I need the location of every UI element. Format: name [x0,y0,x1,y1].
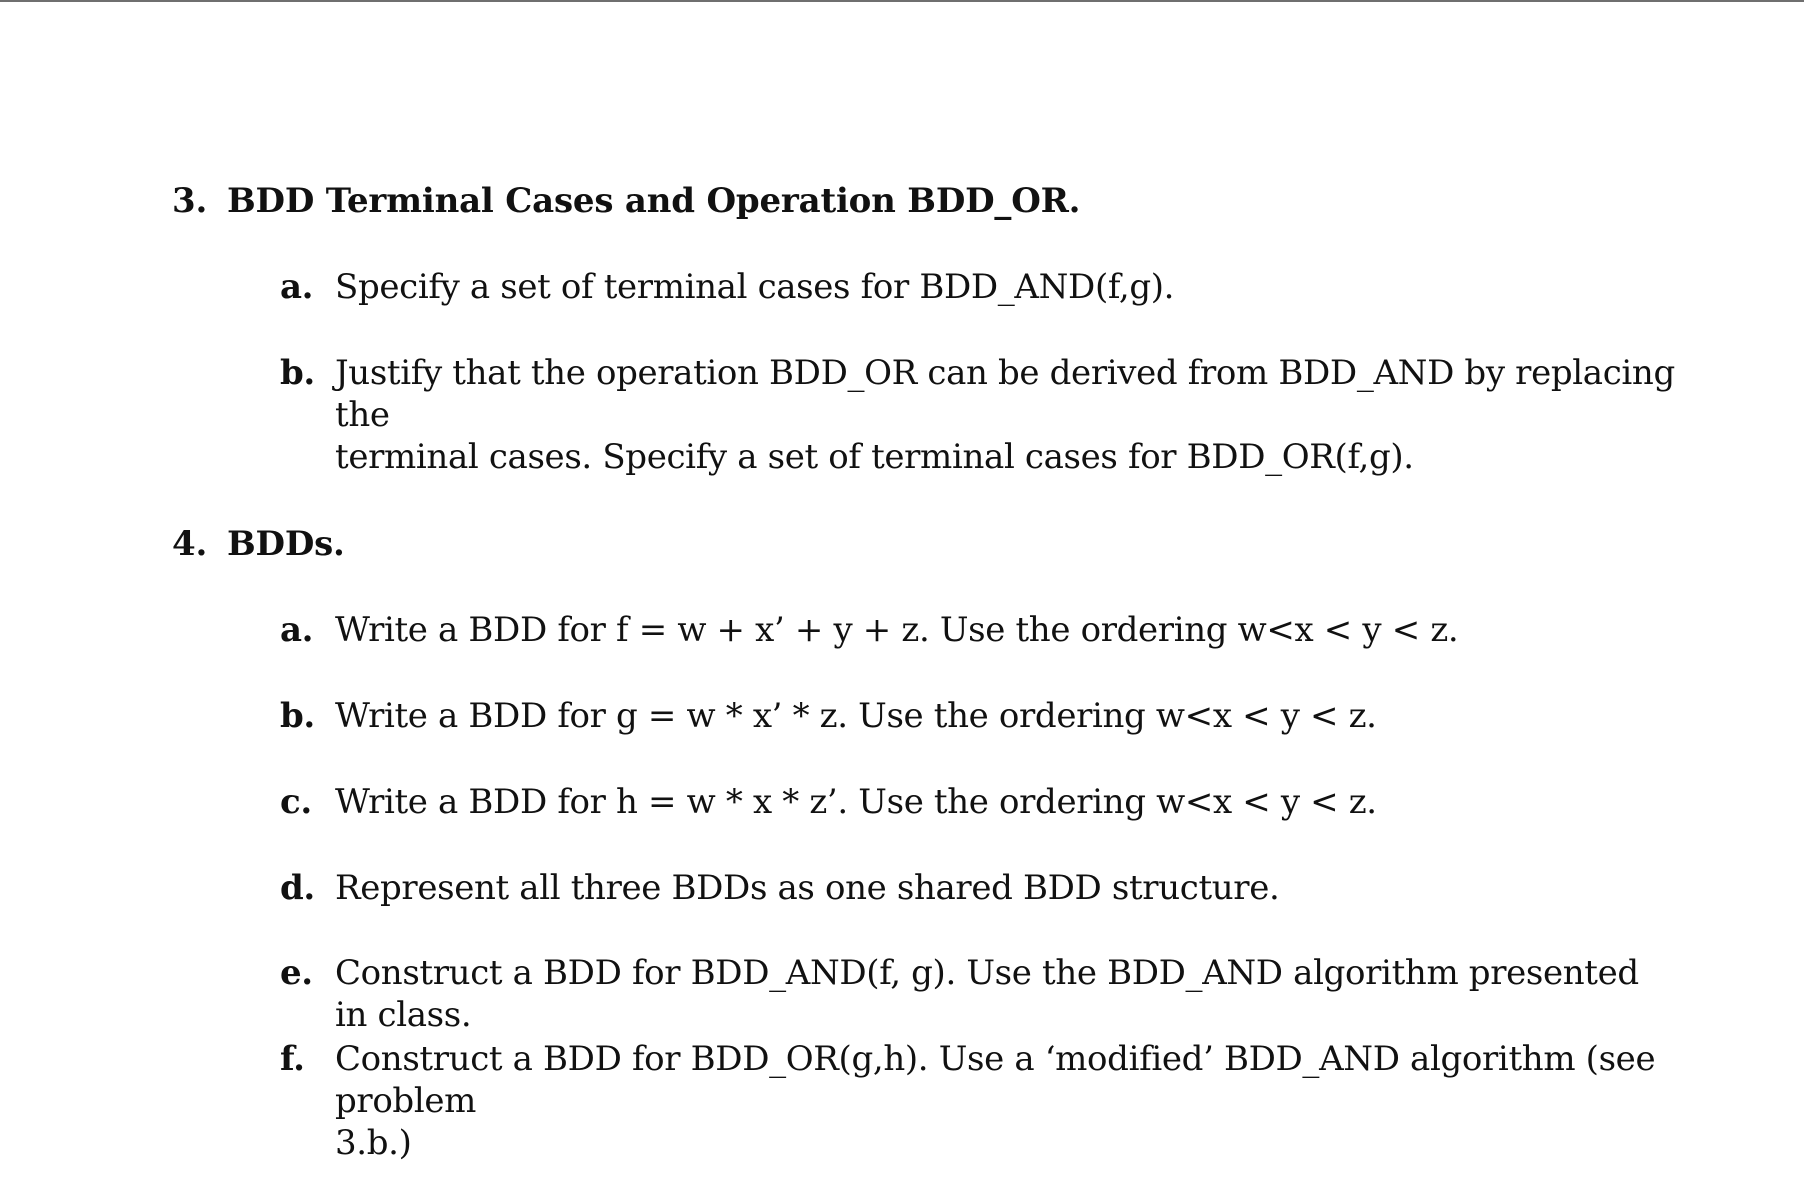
item-text [335,695,1680,737]
item-letter: f. [280,1039,305,1079]
problem-4-heading [172,523,1672,565]
problem-3-heading [172,180,1672,222]
problem-number: 4. [172,524,208,564]
item-text [335,352,1680,478]
item-letter: a. [280,610,314,650]
item-text [335,952,1680,1036]
problem-4d [280,867,1680,909]
item-line: 3.b.) [335,1123,412,1163]
item-line: Write a BDD for g = w * x’ * z. Use the ordering w<x < y < z. [335,696,1377,736]
problem-title: BDD Terminal Cases and Operation BDD_OR. [227,181,1081,221]
problem-3b [280,352,1680,478]
item-line: Construct a BDD for BDD_AND(f, g). Use the BDD_AND algorithm presented in class. [335,953,1639,1035]
item-line: Write a BDD for h = w * x * z’. Use the ordering w<x < y < z. [335,782,1377,822]
problem-number: 3. [172,181,208,221]
item-letter: b. [280,353,315,393]
item-letter: a. [280,267,314,307]
item-letter: c. [280,782,312,822]
item-text [335,609,1680,651]
problem-4c [280,781,1680,823]
item-line: Justify that the operation BDD_OR can be derived from BDD_AND by replacing the [335,353,1675,435]
problem-4a [280,609,1680,651]
item-text [335,781,1680,823]
item-line: Represent all three BDDs as one shared BDD structure. [335,868,1280,908]
problem-title: BDDs. [227,524,345,564]
problem-4b [280,695,1680,737]
item-letter: b. [280,696,315,736]
item-text [335,1038,1680,1164]
problem-3a [280,266,1680,308]
item-line: Specify a set of terminal cases for BDD_AND(f,g). [335,267,1175,307]
item-letter: e. [280,953,313,993]
item-line: Write a BDD for f = w + x’ + y + z. Use the ordering w<x < y < z. [335,610,1459,650]
item-text [335,867,1680,909]
item-letter: d. [280,868,315,908]
item-text [335,266,1680,308]
item-line: terminal cases. Specify a set of terminal cases for BDD_OR(f,g). [335,437,1414,477]
item-line: Construct a BDD for BDD_OR(g,h). Use a ‘modified’ BDD_AND algorithm (see problem [335,1039,1656,1121]
problem-4e [280,952,1680,1036]
problem-4f [280,1038,1680,1164]
